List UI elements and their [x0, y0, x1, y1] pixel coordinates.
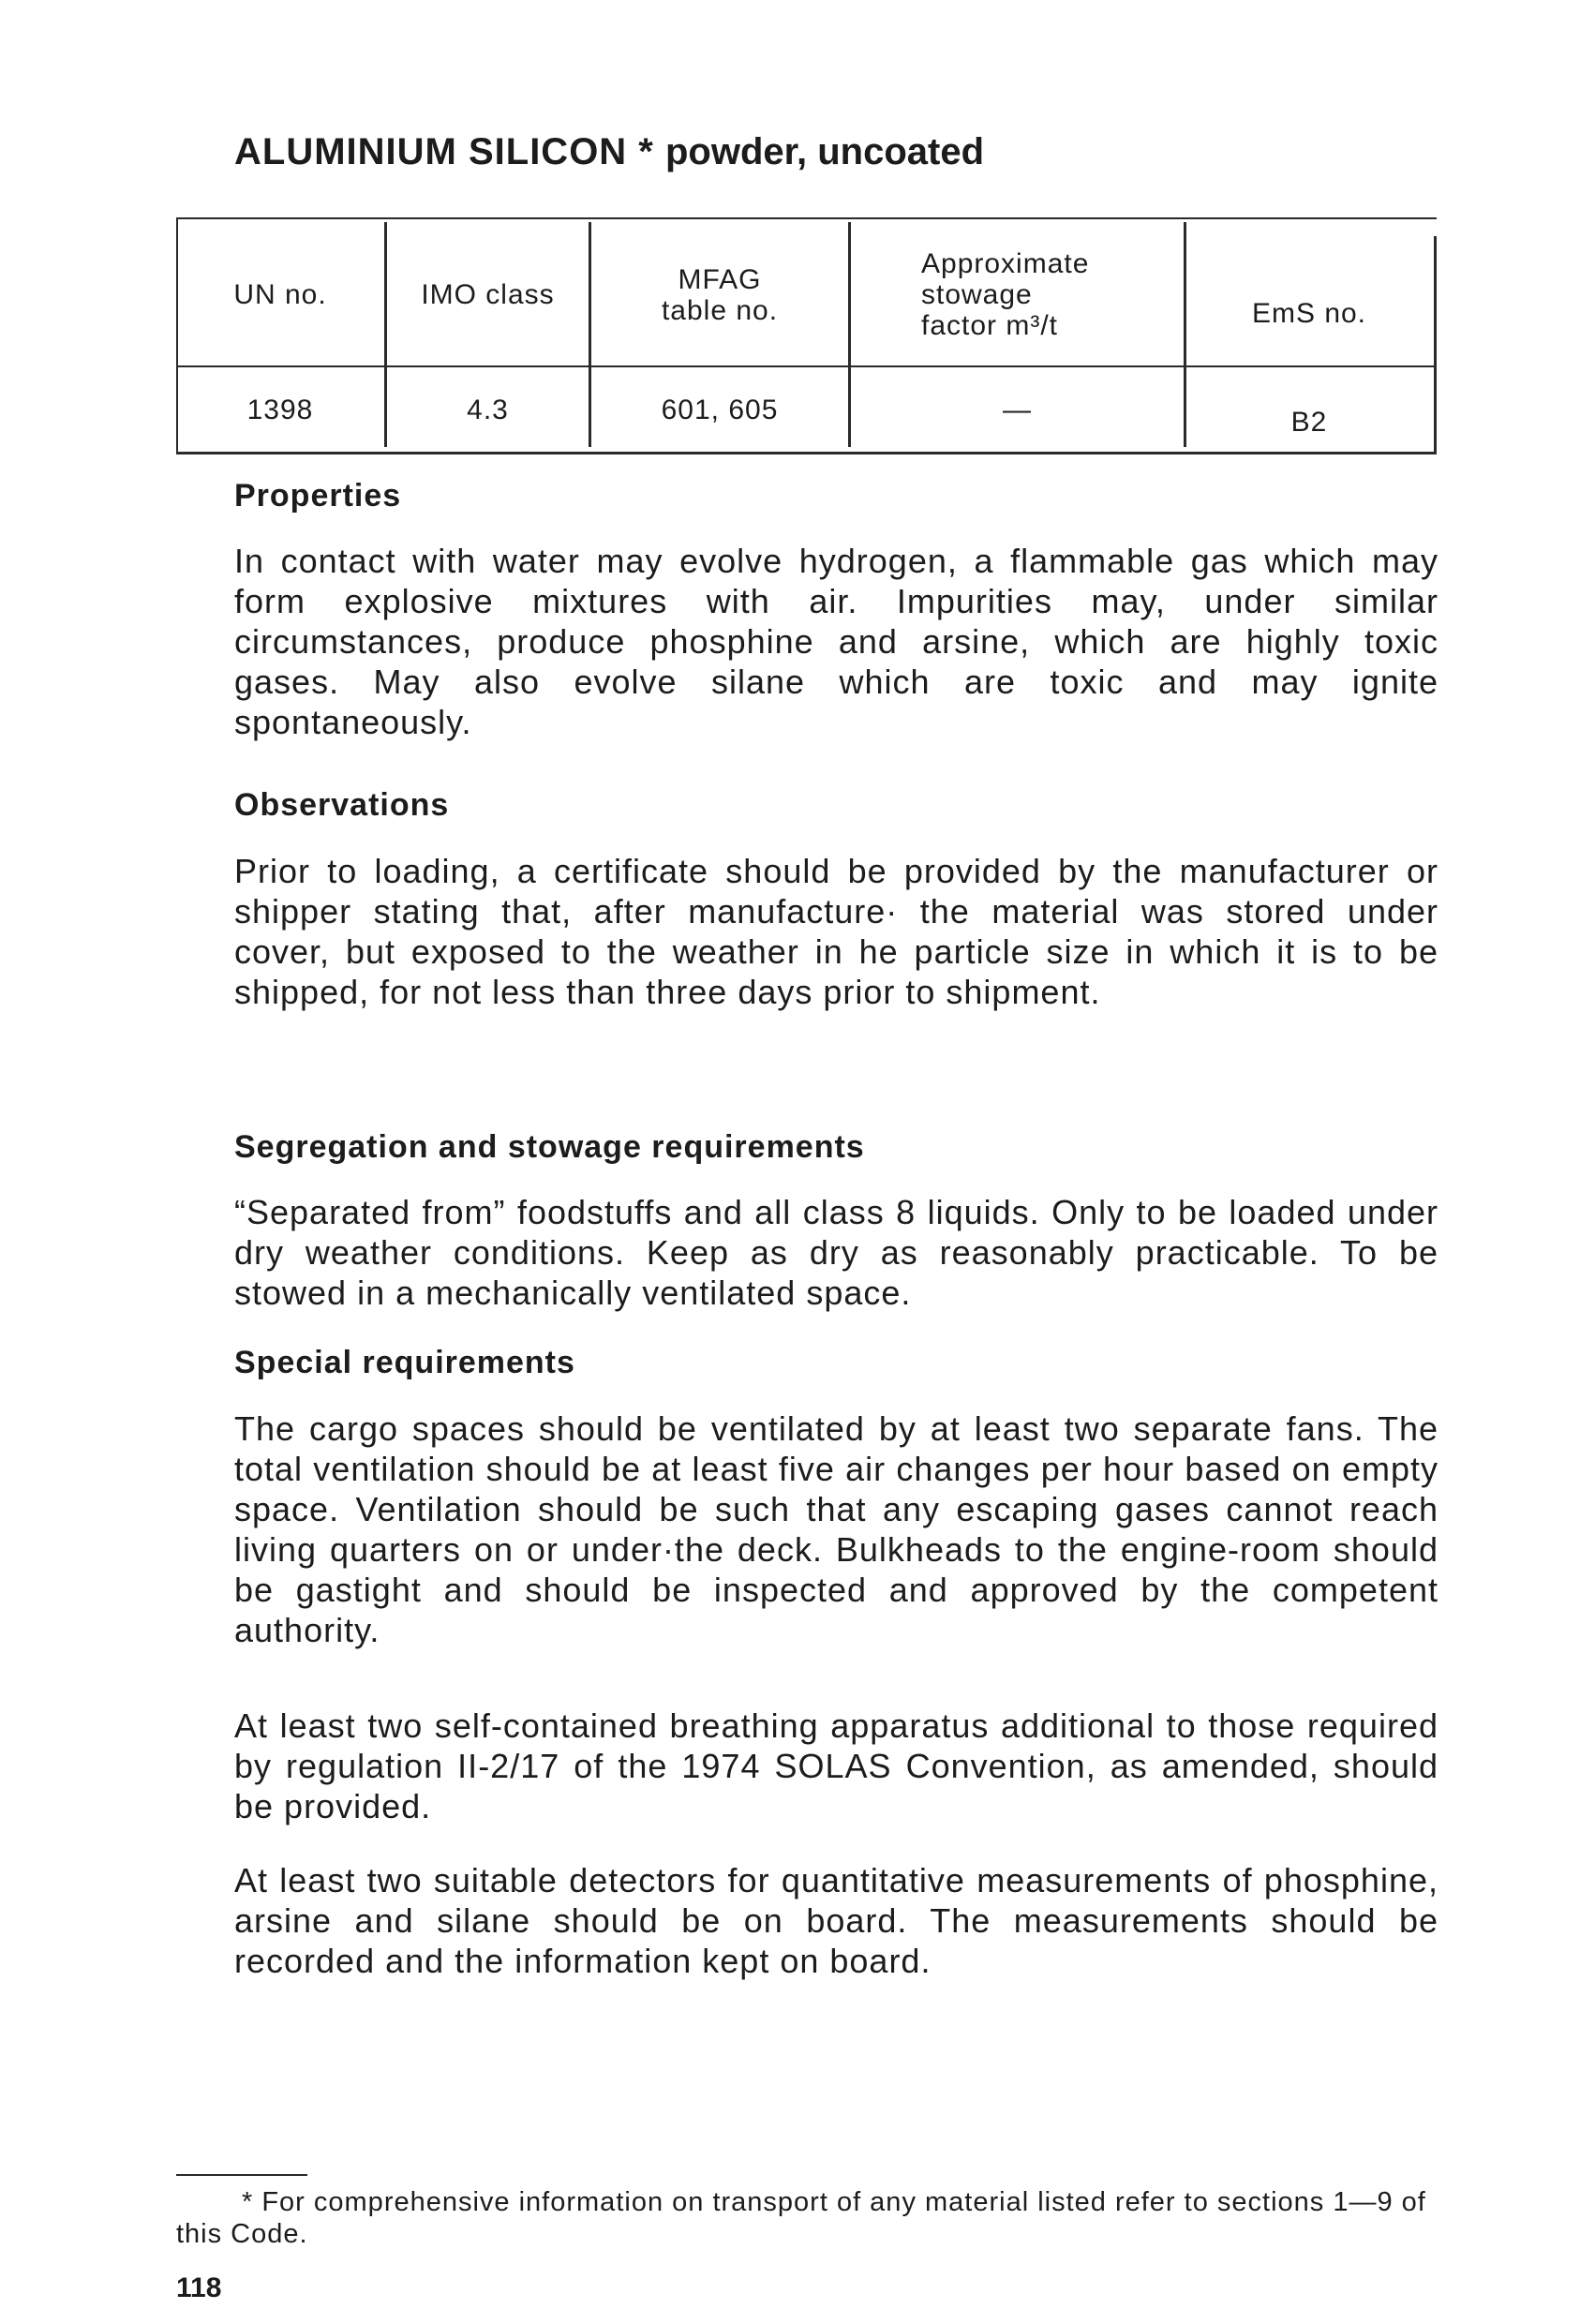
cell-mfag [591, 369, 848, 450]
header-stowage-factor [921, 227, 1184, 363]
cell-stowage-value: — [1003, 394, 1032, 425]
special-paragraph-3: At least two suitable detectors for quantitative measurements of phosphine, arsine and silane should be on board. The measurements should be recorded and the information kept on board. [234, 1861, 1438, 1980]
heading-observations: Observations [234, 787, 450, 823]
page-title [234, 131, 984, 173]
header-ems-no [1186, 246, 1432, 381]
header-stowage-line1: Approximate [921, 248, 1090, 279]
header-un-no [176, 227, 384, 363]
header-mfag-line1: MFAG [678, 263, 762, 295]
cell-un-no [176, 369, 384, 450]
header-mfag-line2: table no. [661, 294, 779, 326]
footnote-rule [176, 2174, 307, 2176]
segregation-text: “Separated from” foodstuffs and all class 8 liquids. Only to be loaded under dry weather conditions. Keep as dry as reasonably practicable. To be stowed in a mechanically ventilated space. [234, 1193, 1438, 1312]
cell-ems-no [1186, 381, 1432, 462]
footnote: * For comprehensive information on transport of any material listed refer to sections 1—9 of this Code. [176, 2187, 1426, 2249]
heading-segregation: Segregation and stowage requirements [234, 1129, 865, 1165]
observations-text: Prior to loading, a certificate should be provided by the manufacturer or shipper stating that, after manufacture· the material was stored under cover, but exposed to the weather in he particle size in which it is to be shipped, for not less than three days prior to shipment. [234, 852, 1438, 1011]
cargo-data-table [176, 217, 1437, 456]
table-right-border [1434, 236, 1437, 454]
header-ems-text: EmS no. [1251, 298, 1367, 329]
header-un-text: UN no. [233, 279, 327, 310]
table-top-rule [176, 217, 1437, 219]
header-stowage-line2: stowage [921, 279, 1033, 310]
properties-text: In contact with water may evolve hydrogen, a flammable gas which may form explosive mixtures with air. Impurities may, under similar circumstances, produce phosphine and arsine, which are highly toxic gases. May also evolve silane which are toxic and may ignite spontaneously. [234, 542, 1438, 741]
cell-ems-value: B2 [1290, 406, 1328, 438]
cell-stowage-factor [851, 369, 1184, 450]
page-number: 118 [176, 2272, 222, 2303]
header-imo-class [387, 227, 589, 363]
header-stowage-line3: factor m³/t [921, 310, 1059, 341]
title-main: ALUMINIUM SILICON * [234, 131, 654, 172]
cell-mfag-value: 601, 605 [661, 394, 779, 425]
title-sub: powder, uncoated [665, 131, 985, 172]
cell-imo-class [387, 369, 589, 450]
cell-un-value: 1398 [246, 394, 314, 425]
heading-special-requirements: Special requirements [234, 1345, 575, 1380]
header-imo-text: IMO class [421, 279, 555, 310]
special-paragraph-1: The cargo spaces should be ventilated by at least two separate fans. The total ventilation should be at least five air changes per hour based on empty space. Ventilation should be such that any escaping gases cannot reach living quarters on or under·the deck. Bulkheads to the engine-room should be gastight and should be inspected and approved by the competent authority. [234, 1409, 1438, 1649]
cell-imo-value: 4.3 [467, 394, 509, 425]
header-mfag [591, 227, 848, 363]
heading-properties: Properties [234, 478, 402, 514]
special-paragraph-2: At least two self-contained breathing apparatus additional to those required by regulation II-2/17 of the 1974 SOLAS Convention, as amended, should be provided. [234, 1706, 1438, 1825]
